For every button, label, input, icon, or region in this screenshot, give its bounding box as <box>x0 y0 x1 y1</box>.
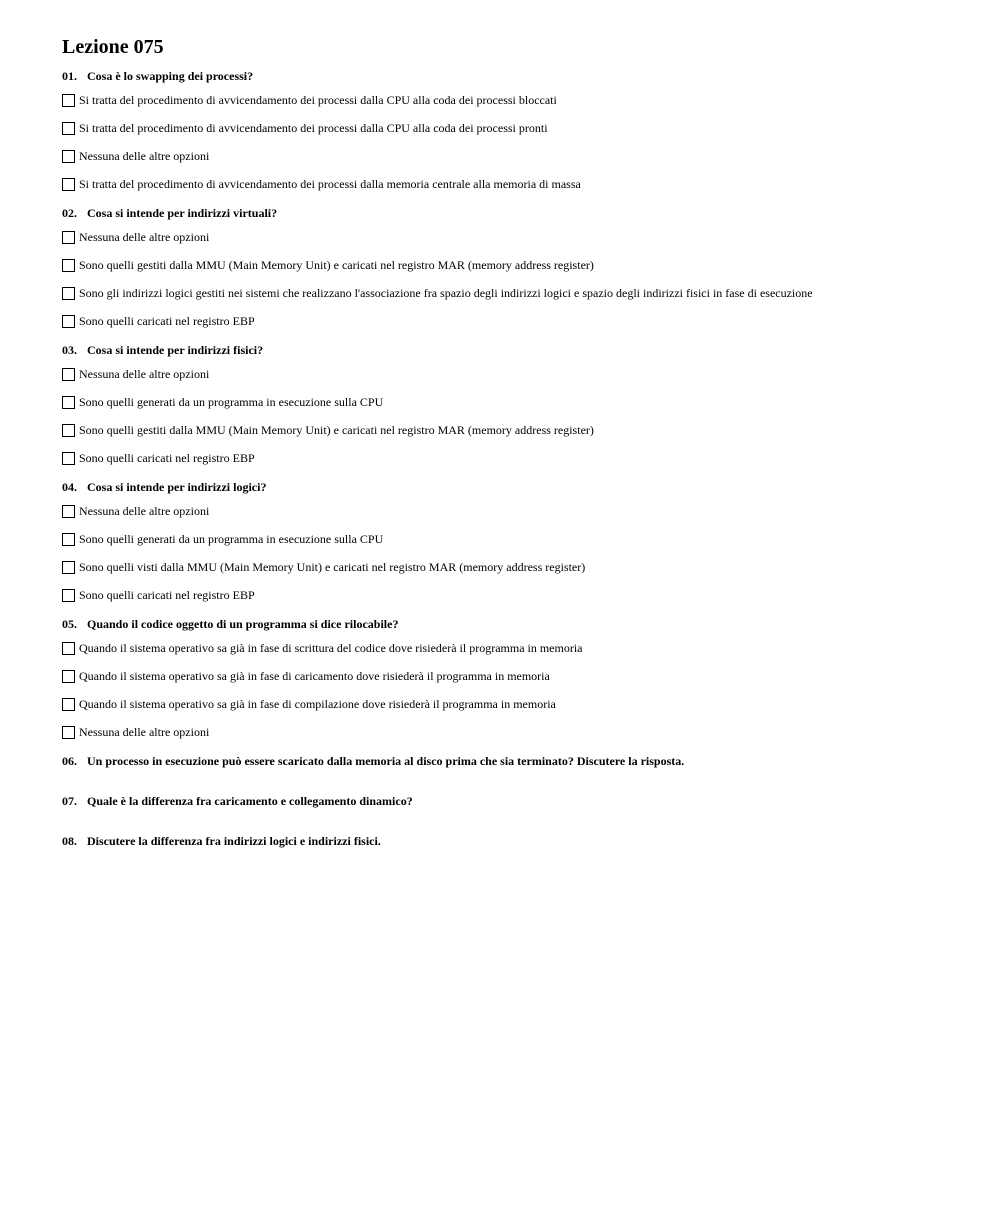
question-number: 07. <box>62 794 77 808</box>
checkbox[interactable] <box>62 533 75 546</box>
checkbox[interactable] <box>62 259 75 272</box>
answer-option[interactable] <box>62 724 962 740</box>
question-05 <box>62 616 962 740</box>
checkbox[interactable] <box>62 589 75 602</box>
option-label: Sono quelli generati da un programma in esecuzione sulla CPU <box>79 395 384 409</box>
question-label: Quale è la differenza fra caricamento e collegamento dinamico? <box>87 794 413 808</box>
question-number: 02. <box>62 206 77 220</box>
question-text <box>62 833 962 849</box>
answer-option[interactable] <box>62 366 962 382</box>
option-label: Si tratta del procedimento di avvicendamento dei processi dalla memoria centrale alla memoria di massa <box>79 177 581 191</box>
question-07 <box>62 793 962 809</box>
question-01 <box>62 68 962 192</box>
question-label: Discutere la differenza fra indirizzi logici e indirizzi fisici. <box>87 834 381 848</box>
option-label: Quando il sistema operativo sa già in fase di compilazione dove risiederà il programma in memoria <box>79 697 556 711</box>
option-label: Si tratta del procedimento di avvicendamento dei processi dalla CPU alla coda dei processi bloccati <box>79 93 557 107</box>
answer-option[interactable] <box>62 559 962 575</box>
answer-option[interactable] <box>62 313 962 329</box>
checkbox[interactable] <box>62 726 75 739</box>
checkbox[interactable] <box>62 315 75 328</box>
option-label: Sono quelli caricati nel registro EBP <box>79 588 255 602</box>
answer-option[interactable] <box>62 450 962 466</box>
option-label: Nessuna delle altre opzioni <box>79 367 210 381</box>
question-08 <box>62 833 962 849</box>
question-label: Cosa è lo swapping dei processi? <box>87 69 254 83</box>
answer-option[interactable] <box>62 422 962 438</box>
option-label: Quando il sistema operativo sa già in fase di caricamento dove risiederà il programma in memoria <box>79 669 550 683</box>
answer-option[interactable] <box>62 640 962 656</box>
question-text <box>62 479 962 495</box>
answer-option[interactable] <box>62 394 962 410</box>
question-04 <box>62 479 962 603</box>
option-label: Sono quelli gestiti dalla MMU (Main Memory Unit) e caricati nel registro MAR (memory address register) <box>79 258 594 272</box>
question-label: Cosa si intende per indirizzi fisici? <box>87 343 264 357</box>
question-02 <box>62 205 962 329</box>
answer-option[interactable] <box>62 587 962 603</box>
option-label: Nessuna delle altre opzioni <box>79 725 210 739</box>
option-label: Quando il sistema operativo sa già in fase di scrittura del codice dove risiederà il programma in memoria <box>79 641 583 655</box>
question-number: 04. <box>62 480 77 494</box>
checkbox[interactable] <box>62 642 75 655</box>
answer-option[interactable] <box>62 229 962 245</box>
option-label: Sono gli indirizzi logici gestiti nei sistemi che realizzano l'associazione fra spazio degli indirizzi logici e spazio degli indirizzi fisici in fase di esecuzione <box>79 286 813 300</box>
answer-option[interactable] <box>62 696 962 712</box>
checkbox[interactable] <box>62 424 75 437</box>
checkbox[interactable] <box>62 122 75 135</box>
question-number: 01. <box>62 69 77 83</box>
question-06 <box>62 753 962 769</box>
option-label: Nessuna delle altre opzioni <box>79 149 210 163</box>
answer-option[interactable] <box>62 92 962 108</box>
checkbox[interactable] <box>62 368 75 381</box>
option-label: Sono quelli caricati nel registro EBP <box>79 451 255 465</box>
question-number: 08. <box>62 834 77 848</box>
question-text <box>62 342 962 358</box>
checkbox[interactable] <box>62 150 75 163</box>
question-text <box>62 753 962 769</box>
question-number: 06. <box>62 754 77 768</box>
answer-option[interactable] <box>62 176 962 192</box>
question-label: Cosa si intende per indirizzi virtuali? <box>87 206 278 220</box>
page-title: Lezione 075 <box>62 36 164 58</box>
checkbox[interactable] <box>62 396 75 409</box>
option-label: Si tratta del procedimento di avvicendamento dei processi dalla CPU alla coda dei processi pronti <box>79 121 548 135</box>
checkbox[interactable] <box>62 178 75 191</box>
quiz-page <box>62 35 962 873</box>
checkbox[interactable] <box>62 561 75 574</box>
option-label: Nessuna delle altre opzioni <box>79 504 210 518</box>
question-label: Un processo in esecuzione può essere scaricato dalla memoria al disco prima che sia terminato? Discutere la risposta. <box>87 754 685 768</box>
question-text <box>62 68 962 84</box>
answer-option[interactable] <box>62 503 962 519</box>
question-text <box>62 616 962 632</box>
checkbox[interactable] <box>62 94 75 107</box>
checkbox[interactable] <box>62 670 75 683</box>
question-number: 03. <box>62 343 77 357</box>
answer-option[interactable] <box>62 285 962 301</box>
answer-option[interactable] <box>62 120 962 136</box>
question-label: Quando il codice oggetto di un programma si dice rilocabile? <box>87 617 399 631</box>
option-label: Sono quelli generati da un programma in esecuzione sulla CPU <box>79 532 384 546</box>
answer-option[interactable] <box>62 531 962 547</box>
answer-option[interactable] <box>62 668 962 684</box>
question-number: 05. <box>62 617 77 631</box>
option-label: Sono quelli gestiti dalla MMU (Main Memory Unit) e caricati nel registro MAR (memory address register) <box>79 423 594 437</box>
option-label: Sono quelli visti dalla MMU (Main Memory Unit) e caricati nel registro MAR (memory address register) <box>79 560 586 574</box>
answer-option[interactable] <box>62 148 962 164</box>
checkbox[interactable] <box>62 452 75 465</box>
question-label: Cosa si intende per indirizzi logici? <box>87 480 267 494</box>
question-03 <box>62 342 962 466</box>
answer-option[interactable] <box>62 257 962 273</box>
question-text <box>62 205 962 221</box>
checkbox[interactable] <box>62 231 75 244</box>
checkbox[interactable] <box>62 698 75 711</box>
checkbox[interactable] <box>62 505 75 518</box>
question-text <box>62 793 962 809</box>
option-label: Nessuna delle altre opzioni <box>79 230 210 244</box>
checkbox[interactable] <box>62 287 75 300</box>
option-label: Sono quelli caricati nel registro EBP <box>79 314 255 328</box>
